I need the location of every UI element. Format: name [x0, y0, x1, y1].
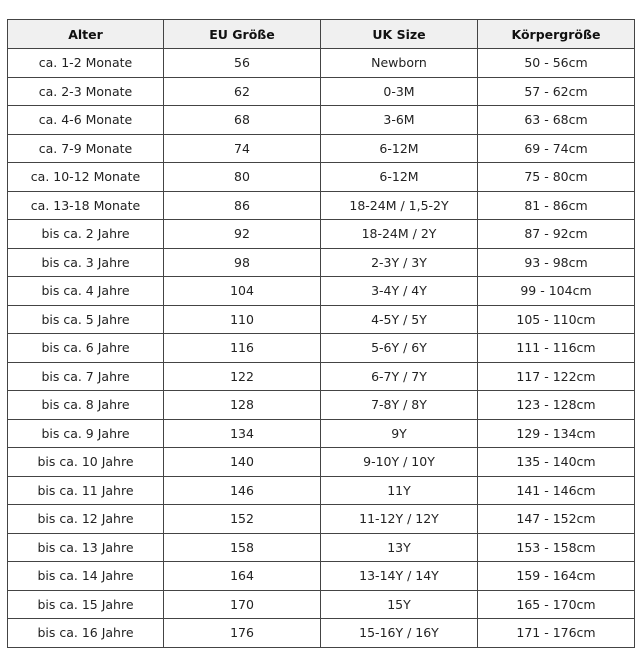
- cell-body-height: 75 - 80cm: [478, 163, 635, 192]
- table-row: [8, 362, 635, 391]
- cell-age: bis ca. 11 Jahre: [8, 476, 164, 505]
- cell-age: ca. 1-2 Monate: [8, 49, 164, 78]
- cell-age: ca. 2-3 Monate: [8, 77, 164, 106]
- cell-body-height: 153 - 158cm: [478, 533, 635, 562]
- cell-age: ca. 10-12 Monate: [8, 163, 164, 192]
- cell-age: bis ca. 3 Jahre: [8, 248, 164, 277]
- cell-eu-size: 134: [164, 419, 321, 448]
- cell-body-height: 147 - 152cm: [478, 505, 635, 534]
- cell-body-height: 171 - 176cm: [478, 619, 635, 648]
- cell-body-height: 135 - 140cm: [478, 448, 635, 477]
- table-row: [8, 305, 635, 334]
- cell-age: bis ca. 7 Jahre: [8, 362, 164, 391]
- cell-eu-size: 122: [164, 362, 321, 391]
- cell-eu-size: 80: [164, 163, 321, 192]
- cell-age: bis ca. 10 Jahre: [8, 448, 164, 477]
- cell-uk-size: 6-12M: [321, 163, 478, 192]
- cell-body-height: 69 - 74cm: [478, 134, 635, 163]
- cell-body-height: 81 - 86cm: [478, 191, 635, 220]
- table-row: [8, 334, 635, 363]
- cell-uk-size: 15Y: [321, 590, 478, 619]
- cell-age: bis ca. 6 Jahre: [8, 334, 164, 363]
- cell-age: bis ca. 16 Jahre: [8, 619, 164, 648]
- header-eu-size: EU Größe: [164, 20, 321, 49]
- table-row: [8, 106, 635, 135]
- cell-eu-size: 98: [164, 248, 321, 277]
- cell-age: bis ca. 5 Jahre: [8, 305, 164, 334]
- cell-age: bis ca. 15 Jahre: [8, 590, 164, 619]
- cell-uk-size: Newborn: [321, 49, 478, 78]
- table-row: [8, 220, 635, 249]
- cell-eu-size: 176: [164, 619, 321, 648]
- cell-uk-size: 5-6Y / 6Y: [321, 334, 478, 363]
- cell-age: bis ca. 4 Jahre: [8, 277, 164, 306]
- cell-eu-size: 104: [164, 277, 321, 306]
- cell-eu-size: 56: [164, 49, 321, 78]
- cell-body-height: 141 - 146cm: [478, 476, 635, 505]
- cell-uk-size: 11-12Y / 12Y: [321, 505, 478, 534]
- table-row: [8, 533, 635, 562]
- cell-eu-size: 92: [164, 220, 321, 249]
- cell-uk-size: 9Y: [321, 419, 478, 448]
- cell-body-height: 129 - 134cm: [478, 419, 635, 448]
- cell-eu-size: 152: [164, 505, 321, 534]
- cell-age: bis ca. 2 Jahre: [8, 220, 164, 249]
- cell-age: ca. 13-18 Monate: [8, 191, 164, 220]
- cell-uk-size: 0-3M: [321, 77, 478, 106]
- cell-body-height: 117 - 122cm: [478, 362, 635, 391]
- table-row: [8, 248, 635, 277]
- header-row: [8, 20, 635, 49]
- table-row: [8, 191, 635, 220]
- table-row: [8, 476, 635, 505]
- table-row: [8, 590, 635, 619]
- table-row: [8, 163, 635, 192]
- cell-uk-size: 3-6M: [321, 106, 478, 135]
- cell-age: bis ca. 13 Jahre: [8, 533, 164, 562]
- cell-eu-size: 128: [164, 391, 321, 420]
- cell-uk-size: 6-12M: [321, 134, 478, 163]
- header-age: Alter: [8, 20, 164, 49]
- cell-body-height: 159 - 164cm: [478, 562, 635, 591]
- table-row: [8, 49, 635, 78]
- cell-uk-size: 7-8Y / 8Y: [321, 391, 478, 420]
- cell-eu-size: 116: [164, 334, 321, 363]
- table-row: [8, 448, 635, 477]
- cell-age: bis ca. 14 Jahre: [8, 562, 164, 591]
- cell-uk-size: 2-3Y / 3Y: [321, 248, 478, 277]
- cell-uk-size: 18-24M / 1,5-2Y: [321, 191, 478, 220]
- cell-body-height: 93 - 98cm: [478, 248, 635, 277]
- table-row: [8, 77, 635, 106]
- table-row: [8, 562, 635, 591]
- cell-uk-size: 3-4Y / 4Y: [321, 277, 478, 306]
- cell-body-height: 99 - 104cm: [478, 277, 635, 306]
- cell-uk-size: 4-5Y / 5Y: [321, 305, 478, 334]
- table-row: [8, 277, 635, 306]
- cell-uk-size: 15-16Y / 16Y: [321, 619, 478, 648]
- cell-eu-size: 158: [164, 533, 321, 562]
- cell-body-height: 57 - 62cm: [478, 77, 635, 106]
- cell-age: bis ca. 12 Jahre: [8, 505, 164, 534]
- cell-age: ca. 7-9 Monate: [8, 134, 164, 163]
- header-uk-size: UK Size: [321, 20, 478, 49]
- cell-body-height: 111 - 116cm: [478, 334, 635, 363]
- cell-body-height: 105 - 110cm: [478, 305, 635, 334]
- cell-body-height: 50 - 56cm: [478, 49, 635, 78]
- cell-eu-size: 170: [164, 590, 321, 619]
- table-row: [8, 619, 635, 648]
- cell-uk-size: 13Y: [321, 533, 478, 562]
- cell-age: ca. 4-6 Monate: [8, 106, 164, 135]
- table-body: [8, 49, 635, 648]
- cell-eu-size: 74: [164, 134, 321, 163]
- cell-age: bis ca. 9 Jahre: [8, 419, 164, 448]
- cell-uk-size: 18-24M / 2Y: [321, 220, 478, 249]
- cell-eu-size: 62: [164, 77, 321, 106]
- cell-eu-size: 146: [164, 476, 321, 505]
- header-body-height: Körpergröße: [478, 20, 635, 49]
- cell-body-height: 87 - 92cm: [478, 220, 635, 249]
- cell-uk-size: 13-14Y / 14Y: [321, 562, 478, 591]
- table-row: [8, 505, 635, 534]
- cell-body-height: 123 - 128cm: [478, 391, 635, 420]
- cell-uk-size: 11Y: [321, 476, 478, 505]
- cell-body-height: 63 - 68cm: [478, 106, 635, 135]
- table-row: [8, 391, 635, 420]
- cell-uk-size: 6-7Y / 7Y: [321, 362, 478, 391]
- cell-uk-size: 9-10Y / 10Y: [321, 448, 478, 477]
- cell-age: bis ca. 8 Jahre: [8, 391, 164, 420]
- cell-eu-size: 140: [164, 448, 321, 477]
- table-row: [8, 134, 635, 163]
- cell-eu-size: 110: [164, 305, 321, 334]
- cell-body-height: 165 - 170cm: [478, 590, 635, 619]
- cell-eu-size: 86: [164, 191, 321, 220]
- size-chart-table: [7, 19, 635, 648]
- cell-eu-size: 164: [164, 562, 321, 591]
- table-row: [8, 419, 635, 448]
- cell-eu-size: 68: [164, 106, 321, 135]
- table-header: [8, 20, 635, 49]
